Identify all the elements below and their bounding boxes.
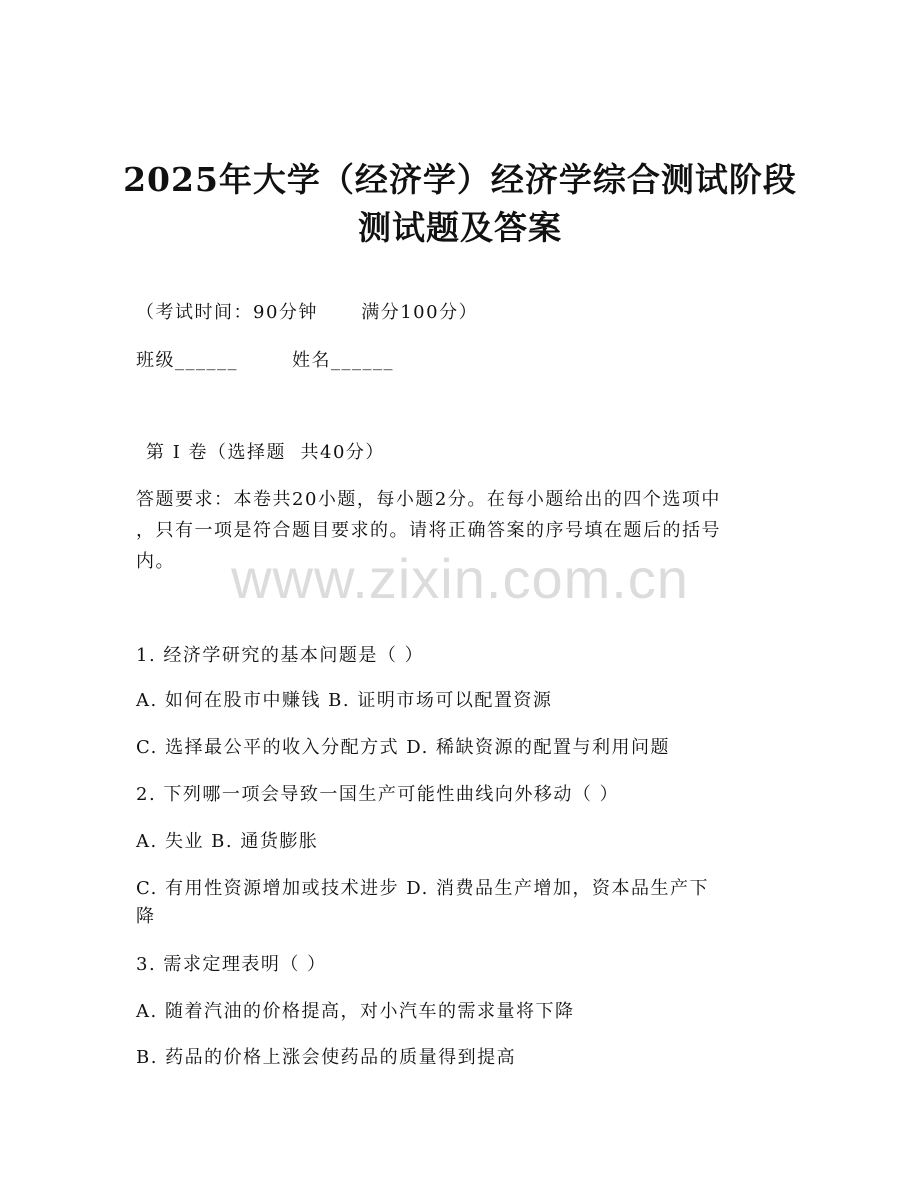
question-2-options-cd: C. 有用性资源增加或技术进步 D. 消费品生产增加，资本品生产下: [136, 878, 710, 899]
question-3: 3. 需求定理表明（ ）: [136, 954, 327, 975]
student-info-row: [136, 348, 394, 374]
question-3-option-a: A. 随着汽油的价格提高，对小汽车的需求量将下降: [136, 1001, 575, 1022]
document-title-line-1: 2025年大学（经济学）经济学综合测试阶段: [123, 160, 797, 199]
question-2-options-cd-wrap: 降: [136, 906, 156, 927]
question-1-options-cd: C. 选择最公平的收入分配方式 D. 稀缺资源的配置与利用问题: [136, 737, 671, 758]
question-2-options-ab: A. 失业 B. 通货膨胀: [136, 831, 319, 852]
question-1: 1. 经济学研究的基本问题是（ ）: [136, 645, 425, 666]
watermark: www.zixin.com.cn: [231, 547, 689, 610]
question-2: 2. 下列哪一项会导致一国生产可能性曲线向外移动（ ）: [136, 784, 620, 805]
instructions-line-2: ，只有一项是符合题目要求的。请将正确答案的序号填在题后的括号: [136, 520, 721, 541]
document-title-line-2: 测试题及答案: [358, 208, 562, 247]
question-3-option-b: B. 药品的价格上涨会使药品的质量得到提高: [136, 1047, 517, 1068]
instructions-line-1: 答题要求：本卷共20小题，每小题2分。在每小题给出的四个选项中: [136, 489, 721, 510]
name-field-label: 姓名______: [292, 350, 394, 371]
question-1-options-ab: A. 如何在股市中赚钱 B. 证明市场可以配置资源: [136, 690, 553, 711]
exam-info: （考试时间：90分钟 满分100分）: [136, 302, 479, 323]
instructions-line-3: 内。: [136, 551, 175, 572]
class-field-label: 班级______: [136, 350, 238, 371]
section-heading: 第 I 卷（选择题 共40分）: [146, 442, 385, 463]
